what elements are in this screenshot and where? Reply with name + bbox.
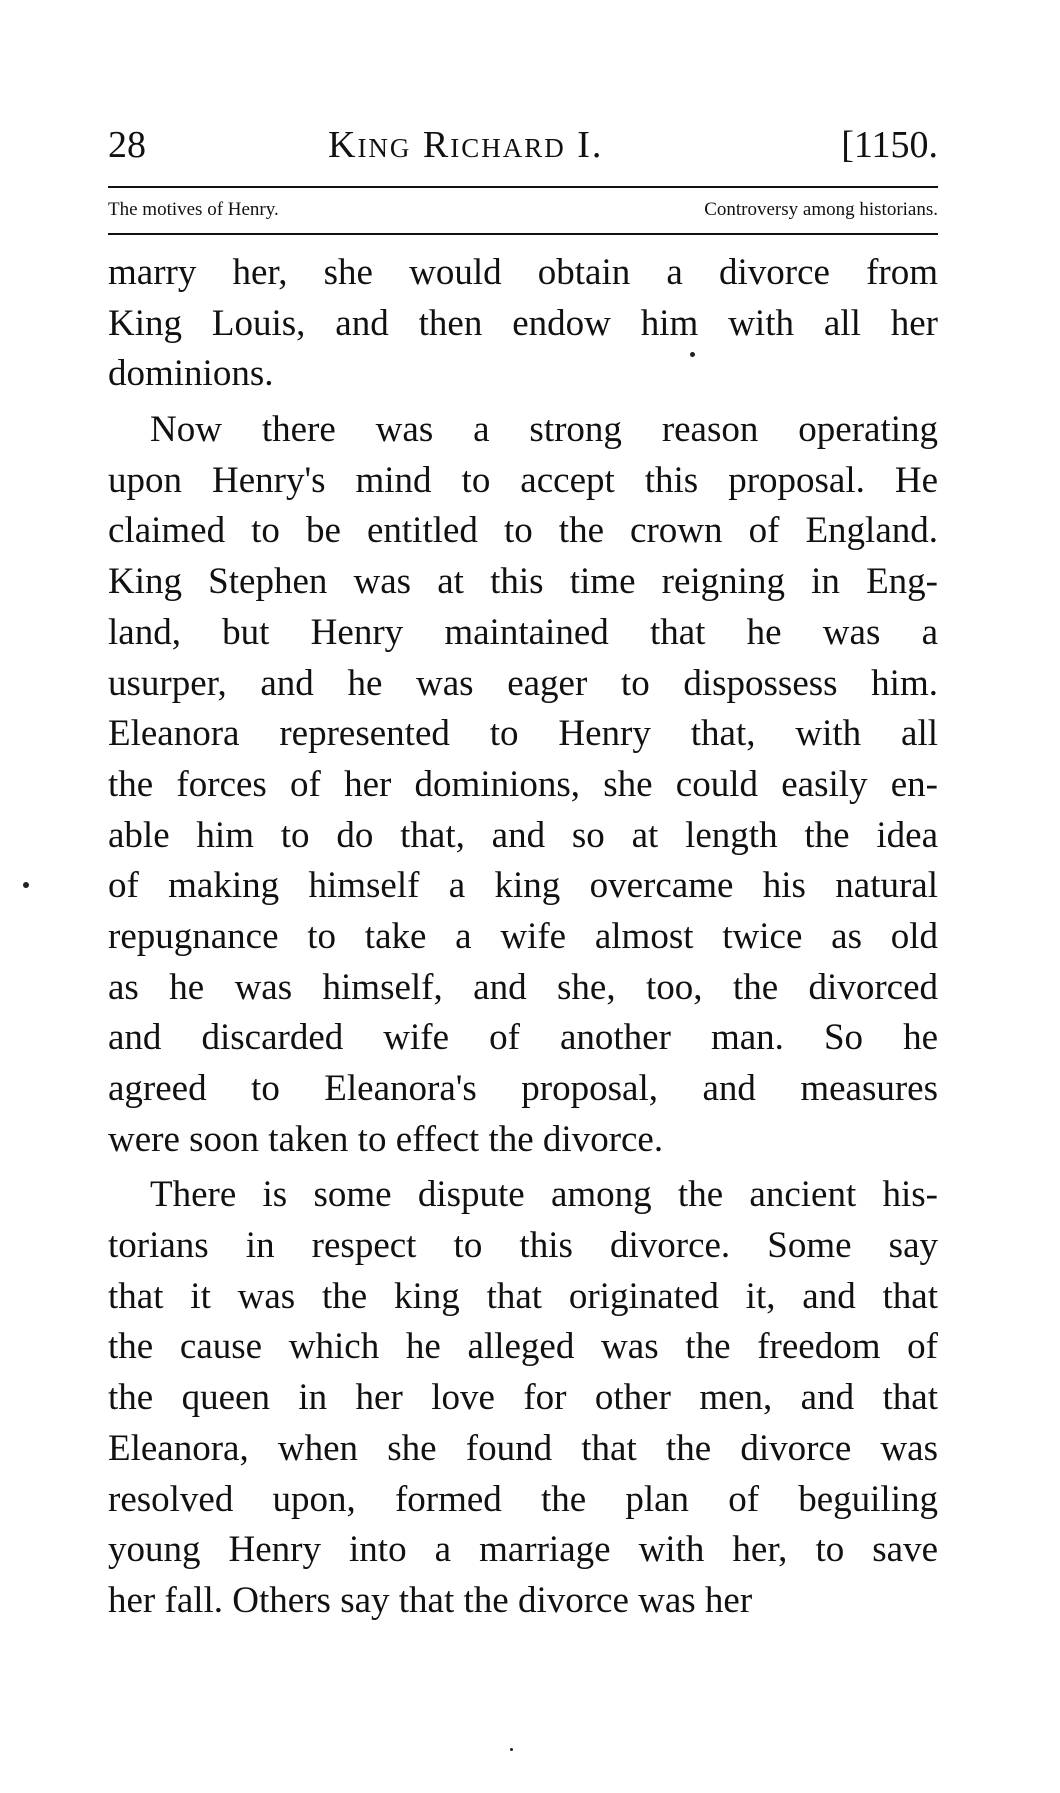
year-marker: [1150.: [841, 124, 938, 166]
paragraph: [108, 248, 938, 400]
running-head: [108, 115, 938, 175]
text-line: of making himself a king overcame his natural: [108, 865, 938, 907]
header-rule-top: [108, 186, 938, 188]
text-line: There is some dispute among the ancient his-: [150, 1174, 938, 1216]
body-text: [108, 248, 938, 1627]
text-line: torians in respect to this divorce. Some say: [108, 1225, 938, 1267]
text-line: able him to do that, and so at length the idea: [108, 814, 938, 856]
subhead-left: The motives of Henry.: [108, 199, 279, 220]
text-line: King Stephen was at this time reigning in Eng-: [108, 561, 938, 603]
text-line: were soon taken to effect the divorce.: [108, 1118, 664, 1160]
text-line: agreed to Eleanora's proposal, and measures: [108, 1068, 938, 1109]
text-line: her fall. Others say that the divorce was her: [108, 1579, 753, 1621]
text-line: dominions.: [108, 353, 274, 395]
text-line: upon Henry's mind to accept this proposal. He: [108, 459, 938, 501]
paragraph: [108, 405, 938, 1165]
book-title: King Richard I.: [328, 124, 604, 166]
marginal-subheads: [108, 192, 938, 228]
speck: [510, 1748, 513, 1751]
text-line: the forces of her dominions, she could easily en-: [108, 763, 938, 805]
speck: [690, 352, 695, 357]
text-line: usurper, and he was eager to dispossess him.: [108, 662, 938, 704]
paragraph: [108, 1170, 938, 1626]
header-rule-bottom: [108, 233, 938, 235]
text-line: and discarded wife of another man. So he: [108, 1017, 938, 1059]
text-line: that it was the king that originated it, and that: [108, 1275, 938, 1317]
text-line: Now there was a strong reason operating: [150, 409, 938, 451]
page-number: 28: [108, 124, 146, 166]
text-line: young Henry into a marriage with her, to save: [108, 1529, 938, 1571]
text-line: repugnance to take a wife almost twice as old: [108, 915, 938, 957]
text-line: marry her, she would obtain a divorce from: [108, 252, 938, 293]
text-line: land, but Henry maintained that he was a: [108, 611, 938, 653]
text-line: the cause which he alleged was the freedom of: [108, 1326, 938, 1368]
text-line: Eleanora represented to Henry that, with all: [108, 713, 938, 755]
text-line: claimed to be entitled to the crown of England.: [108, 510, 938, 552]
text-line: resolved upon, formed the plan of beguiling: [108, 1478, 938, 1520]
text-line: as he was himself, and she, too, the divorced: [108, 966, 938, 1008]
text-line: King Louis, and then endow him with all her: [108, 302, 938, 344]
text-line: the queen in her love for other men, and that: [108, 1377, 938, 1419]
subhead-right: Controversy among historians.: [704, 199, 938, 220]
text-line: Eleanora, when she found that the divorce was: [108, 1427, 938, 1469]
speck: [23, 882, 29, 888]
